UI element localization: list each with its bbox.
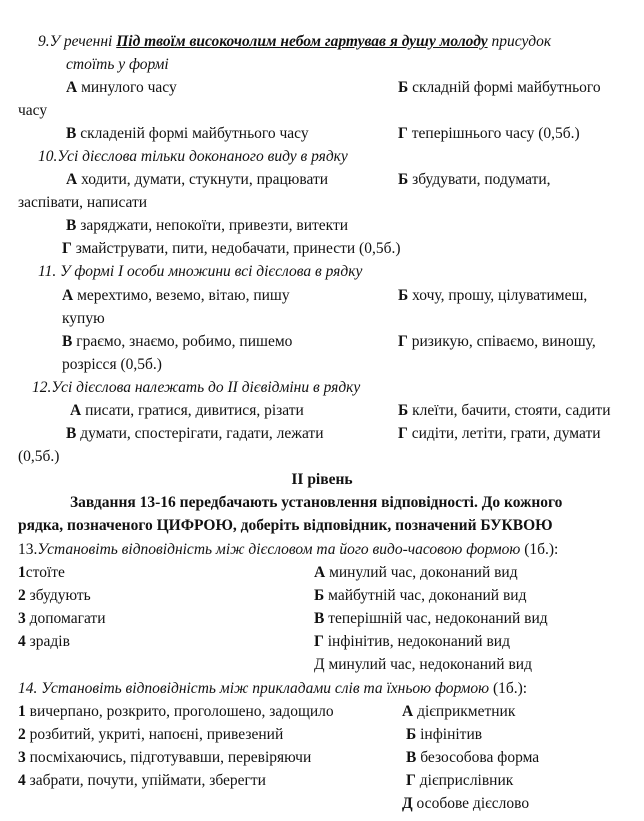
level2-heading: ІІ рівень <box>291 471 353 488</box>
q14-right-g: Г дієприслівник <box>406 772 514 789</box>
q12-score: (0,5б.) <box>18 448 60 465</box>
q14-right-a: А дієприкметник <box>402 703 516 720</box>
q10-option-g: Г змайструвати, пити, недобачати, принести (0,5б.) <box>62 240 401 257</box>
level2-task-line1: Завдання 13-16 передбачають установлення відповідності. До кожного <box>70 494 563 511</box>
q14-prompt: 14. Установіть відповідність між прикладами слів та їхньою формою (1б.): <box>18 680 528 697</box>
q9-option-b: Б складній формі майбутнього <box>398 79 601 96</box>
q9-option-b-cont: часу <box>18 102 48 119</box>
q9-option-g: Г теперішнього часу (0,5б.) <box>398 125 580 142</box>
q13-prompt: 13.Установіть відповідність між дієсловом та його видо-часовою формою (1б.): <box>18 541 559 558</box>
q14-right-v: В безособова форма <box>406 749 540 766</box>
q10-prompt: 10.Усі дієслова тільки доконаного виду в рядку <box>38 148 348 165</box>
q12-option-v: В думати, спостерігати, гадати, лежати <box>66 425 324 442</box>
q9-option-a: А минулого часу <box>66 79 177 96</box>
q9-prompt: 9.У реченні Під твоїм високочолим небом гартував я душу молоду присудок <box>38 33 552 50</box>
q13-left-2: 2 збудують <box>18 587 91 604</box>
q13-left-3: 3 допомагати <box>18 610 106 627</box>
q10-option-a: А ходити, думати, стукнути, працювати <box>66 171 329 188</box>
q11-option-a-cont: купую <box>62 310 105 327</box>
q13-right-a: А минулий час, доконаний вид <box>314 564 518 581</box>
q12-prompt: 12.Усі дієслова належать до ІІ дієвідміни в рядку <box>32 379 361 396</box>
q13-right-d: Д минулий час, недоконаний вид <box>314 656 532 673</box>
q13-right-g: Г інфінітив, недоконаний вид <box>314 633 510 650</box>
q14-left-1: 1 вичерпано, розкрито, проголошено, задощило <box>18 703 334 720</box>
q14-left-3: 3 посміхаючись, підготувавши, перевіряючи <box>18 749 312 766</box>
q10-option-b-cont: заспівати, написати <box>18 194 148 211</box>
q11-prompt: 11. У формі І особи множини всі дієслова в рядку <box>38 263 363 280</box>
q9-sentence: Під твоїм високочолим небом гартував я душу молоду <box>116 33 488 50</box>
q13-left-4: 4 зрадів <box>18 633 70 650</box>
q11-option-v: В граємо, знаємо, робимо, пишемо <box>62 333 293 350</box>
q13-right-b: Б майбутній час, доконаний вид <box>314 587 527 604</box>
q10-option-b: Б збудувати, подумати, <box>398 171 551 188</box>
q14-left-4: 4 забрати, почути, упіймати, зберегти <box>18 772 266 789</box>
q11-option-b: Б хочу, прошу, цілуватимеш, <box>398 287 588 304</box>
q14-left-2: 2 розбитий, укриті, напоєні, привезений <box>18 726 284 743</box>
q12-option-g: Г сидіти, летіти, грати, думати <box>398 425 601 442</box>
q11-option-a: А мерехтимо, веземо, вітаю, пишу <box>62 287 290 304</box>
q11-option-g: Г ризикую, співаємо, виношу, <box>398 333 596 350</box>
q13-left-1: 1стоїте <box>18 564 65 581</box>
q9-prompt-cont: стоїть у формі <box>66 56 169 73</box>
q10-option-v: В заряджати, непокоїти, привезти, витекти <box>66 217 349 234</box>
q9-option-v: В складеній формі майбутнього часу <box>66 125 309 142</box>
q12-option-b: Б клеїти, бачити, стояти, садити <box>398 402 611 419</box>
q13-right-v: В теперішній час, недоконаний вид <box>314 610 548 627</box>
level2-task-line2: рядка, позначеного ЦИФРОЮ, доберіть відповідник, позначений БУКВОЮ <box>18 517 553 534</box>
q11-option-v-cont: розрісся (0,5б.) <box>62 356 162 373</box>
q12-option-a: А писати, гратися, дивитися, різати <box>70 402 304 419</box>
q14-right-d: Д особове дієслово <box>402 795 530 812</box>
q14-right-b: Б інфінітив <box>406 726 483 743</box>
